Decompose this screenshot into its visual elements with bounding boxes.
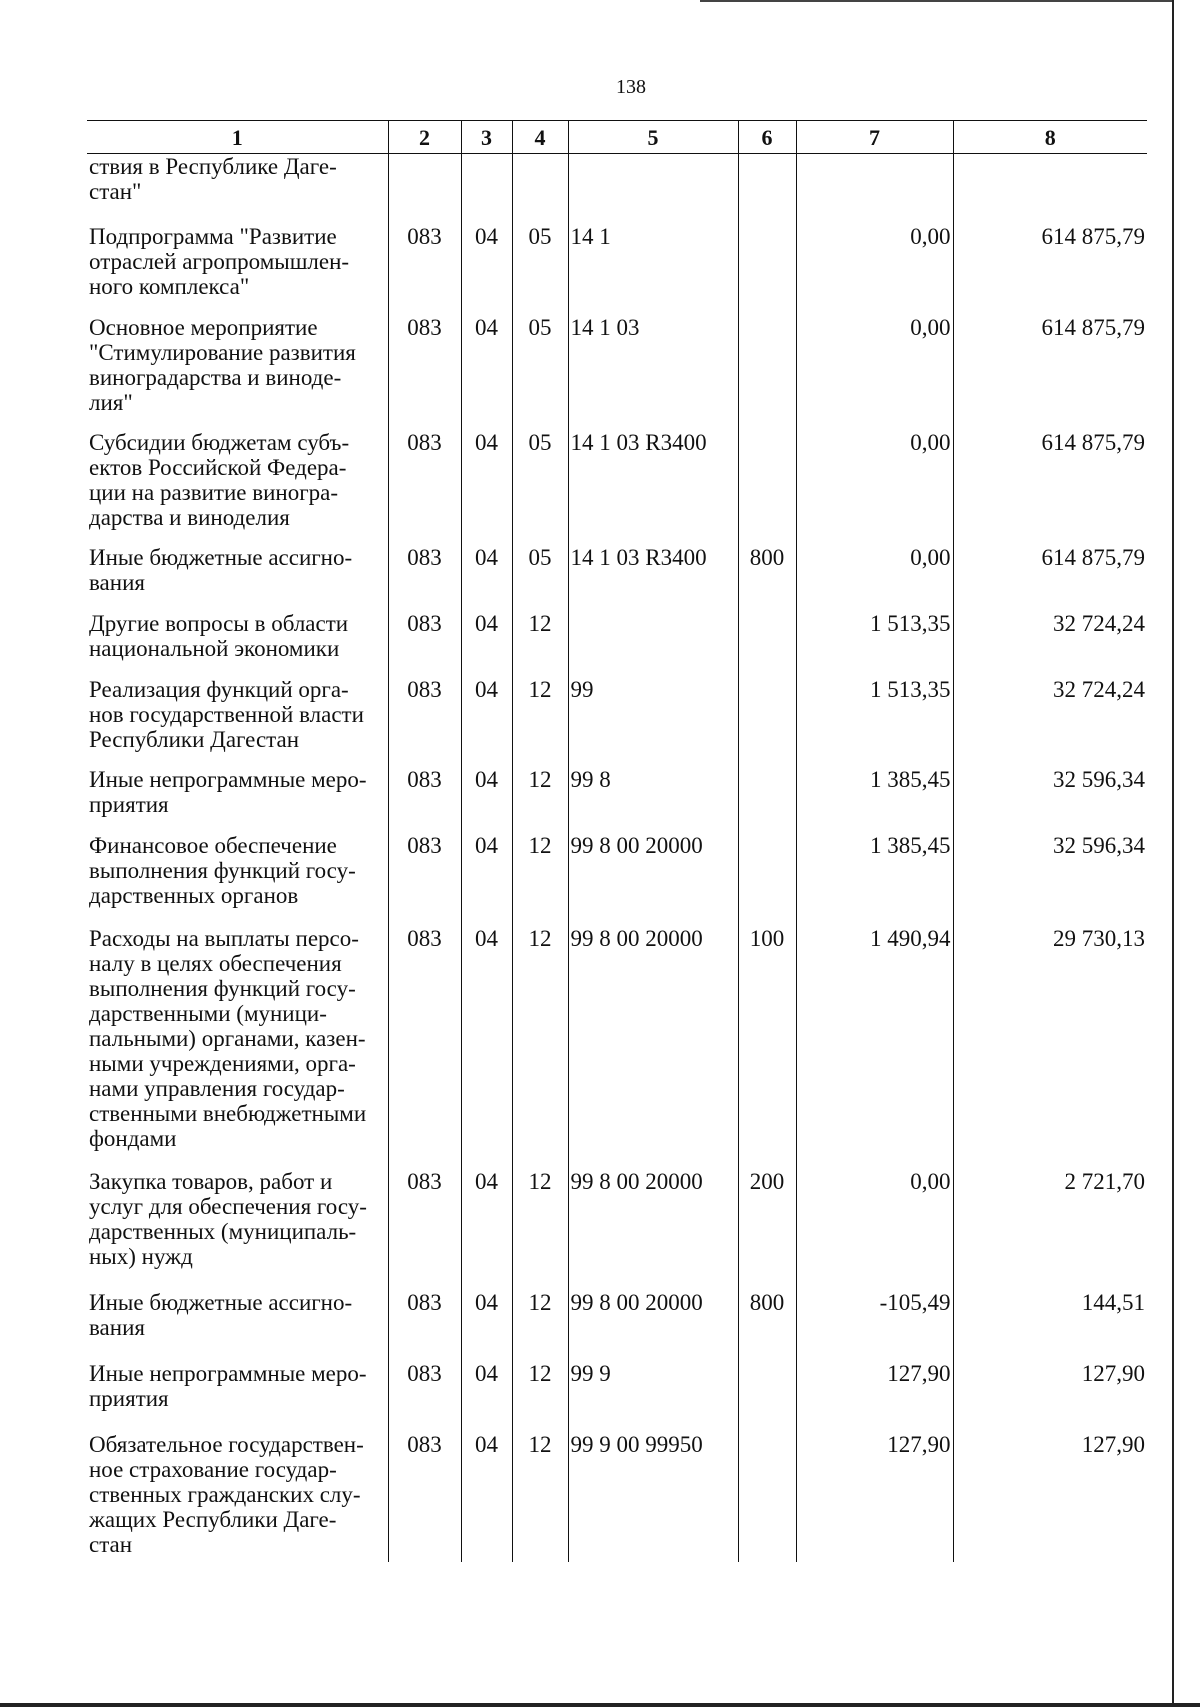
row-name-cell: Закупка товаров, работ и услуг для обеспечения госу- дарственных (муниципаль- ных) нужд — [89, 1168, 367, 1269]
row-amount-change-cell: -105,49 — [796, 1290, 953, 1361]
row-chapter-cell: 083 — [388, 1432, 461, 1562]
row-amount-total-cell: 32 596,34 — [953, 833, 1147, 926]
table-row — [87, 430, 1147, 545]
row-expense-type-cell: 200 — [738, 1169, 796, 1290]
row-chapter-cell — [388, 154, 461, 224]
row-chapter-cell: 083 — [388, 545, 461, 611]
row-amount-total-cell: 2 721,70 — [953, 1169, 1147, 1290]
row-target-article-cell: 99 8 00 20000 — [568, 926, 738, 1169]
table-row — [87, 767, 1147, 833]
row-amount-total-cell: 32 596,34 — [953, 767, 1147, 833]
row-name-cell: Обязательное государствен- ное страхование государ- ственных гражданских слу- жащих Республики Даге- стан — [89, 1431, 364, 1557]
table-row — [87, 677, 1147, 767]
table-row — [87, 315, 1147, 430]
row-chapter-cell: 083 — [388, 767, 461, 833]
row-section-cell: 04 — [461, 545, 512, 611]
row-amount-change-cell: 1 490,94 — [796, 926, 953, 1169]
header-col-8: 8 — [953, 121, 1147, 154]
row-amount-total-cell: 127,90 — [953, 1361, 1147, 1432]
row-target-article-cell — [568, 154, 738, 224]
row-amount-change-cell: 1 513,35 — [796, 677, 953, 767]
row-section-cell: 04 — [461, 833, 512, 926]
row-chapter-cell: 083 — [388, 1361, 461, 1432]
row-section-cell: 04 — [461, 611, 512, 677]
row-target-article-cell: 99 — [568, 677, 738, 767]
row-amount-total-cell: 32 724,24 — [953, 677, 1147, 767]
row-subsection-cell — [512, 154, 568, 224]
row-name-cell: Финансовое обеспечение выполнения функций госу- дарственных органов — [89, 832, 356, 908]
row-amount-total-cell: 614 875,79 — [953, 315, 1147, 430]
row-expense-type-cell — [738, 1432, 796, 1562]
scan-bottom-edge — [0, 1703, 1200, 1707]
row-subsection-cell: 12 — [512, 833, 568, 926]
row-amount-total-cell: 614 875,79 — [953, 430, 1147, 545]
row-section-cell: 04 — [461, 926, 512, 1169]
table-row — [87, 611, 1147, 677]
row-expense-type-cell — [738, 611, 796, 677]
row-amount-change-cell: 0,00 — [796, 224, 953, 315]
row-expense-type-cell — [738, 1361, 796, 1432]
row-amount-total-cell — [953, 154, 1147, 224]
row-chapter-cell: 083 — [388, 833, 461, 926]
row-expense-type-cell — [738, 224, 796, 315]
row-section-cell: 04 — [461, 1290, 512, 1361]
row-name-cell: Расходы на выплаты персо- налу в целях обеспечения выполнения функций госу- дарственными (муници- пальными) органами, казен- ными учреждениями, орга- нами управления государ- ственными внебюджетными фондами — [89, 925, 367, 1151]
row-name-cell: Реализация функций орга- нов государственной власти Республики Дагестан — [89, 676, 364, 752]
row-amount-total-cell: 29 730,13 — [953, 926, 1147, 1169]
row-chapter-cell: 083 — [388, 1290, 461, 1361]
row-expense-type-cell — [738, 315, 796, 430]
row-amount-change-cell: 1 385,45 — [796, 833, 953, 926]
header-col-7: 7 — [796, 121, 953, 154]
budget-table — [87, 120, 1147, 1562]
table-row — [87, 1432, 1147, 1562]
row-chapter-cell: 083 — [388, 430, 461, 545]
row-chapter-cell: 083 — [388, 677, 461, 767]
header-col-4: 4 — [512, 121, 568, 154]
row-section-cell: 04 — [461, 224, 512, 315]
row-name-cell: Иные непрограммные меро- приятия — [89, 766, 367, 817]
row-chapter-cell: 083 — [388, 926, 461, 1169]
row-target-article-cell: 14 1 03 R3400 — [568, 545, 738, 611]
row-subsection-cell: 12 — [512, 611, 568, 677]
row-amount-change-cell: 0,00 — [796, 315, 953, 430]
row-section-cell: 04 — [461, 430, 512, 545]
row-chapter-cell: 083 — [388, 611, 461, 677]
row-subsection-cell: 05 — [512, 224, 568, 315]
row-expense-type-cell: 800 — [738, 1290, 796, 1361]
row-target-article-cell: 99 8 — [568, 767, 738, 833]
row-chapter-cell: 083 — [388, 224, 461, 315]
row-name-cell: Иные бюджетные ассигно- вания — [89, 544, 353, 595]
row-amount-total-cell: 144,51 — [953, 1290, 1147, 1361]
row-section-cell: 04 — [461, 677, 512, 767]
row-subsection-cell: 12 — [512, 926, 568, 1169]
row-subsection-cell: 12 — [512, 677, 568, 767]
row-subsection-cell: 05 — [512, 315, 568, 430]
header-col-3: 3 — [461, 121, 512, 154]
table-row — [87, 1290, 1147, 1361]
row-target-article-cell: 99 8 00 20000 — [568, 1169, 738, 1290]
row-expense-type-cell — [738, 677, 796, 767]
row-name-cell: Подпрограмма "Развитие отраслей агропромышлен- ного комплекса" — [89, 223, 350, 299]
row-target-article-cell: 14 1 03 — [568, 315, 738, 430]
row-target-article-cell: 99 9 00 99950 — [568, 1432, 738, 1562]
row-amount-total-cell: 614 875,79 — [953, 224, 1147, 315]
row-subsection-cell: 05 — [512, 430, 568, 545]
header-col-2: 2 — [388, 121, 461, 154]
table-row — [87, 833, 1147, 926]
row-name-cell: Другие вопросы в области национальной экономики — [89, 610, 349, 661]
row-name-cell: Иные непрограммные меро- приятия — [89, 1360, 367, 1411]
row-section-cell: 04 — [461, 315, 512, 430]
row-amount-change-cell: 1 385,45 — [796, 767, 953, 833]
header-col-1: 1 — [87, 121, 388, 154]
row-target-article-cell: 99 8 00 20000 — [568, 1290, 738, 1361]
row-target-article-cell: 14 1 03 R3400 — [568, 430, 738, 545]
row-subsection-cell: 12 — [512, 1432, 568, 1562]
page-number: 138 — [616, 76, 646, 98]
row-section-cell: 04 — [461, 1169, 512, 1290]
row-chapter-cell: 083 — [388, 315, 461, 430]
row-subsection-cell: 12 — [512, 767, 568, 833]
row-target-article-cell: 14 1 — [568, 224, 738, 315]
row-section-cell: 04 — [461, 1361, 512, 1432]
table-row — [87, 224, 1147, 315]
table-row — [87, 1361, 1147, 1432]
table-body — [87, 154, 1147, 1562]
row-amount-change-cell: 127,90 — [796, 1432, 953, 1562]
table-row — [87, 926, 1147, 1169]
row-amount-change-cell: 0,00 — [796, 430, 953, 545]
row-name-cell: Субсидии бюджетам субъ- ектов Российской Федера- ции на развитие виногра- дарства и виноделия — [89, 429, 350, 530]
row-name-cell: Основное мероприятие "Стимулирование развития виноградарства и виноде- лия" — [89, 314, 356, 415]
row-amount-change-cell: 127,90 — [796, 1361, 953, 1432]
row-section-cell: 04 — [461, 1432, 512, 1562]
row-subsection-cell: 12 — [512, 1169, 568, 1290]
budget-table-container — [87, 120, 1147, 1562]
row-amount-change-cell: 1 513,35 — [796, 611, 953, 677]
row-subsection-cell: 12 — [512, 1361, 568, 1432]
header-col-6: 6 — [738, 121, 796, 154]
row-chapter-cell: 083 — [388, 1169, 461, 1290]
row-expense-type-cell: 100 — [738, 926, 796, 1169]
row-amount-change-cell: 0,00 — [796, 545, 953, 611]
row-expense-type-cell — [738, 833, 796, 926]
row-name-cell: ствия в Республике Даге- стан" — [89, 154, 337, 204]
row-name-cell: Иные бюджетные ассигно- вания — [89, 1289, 353, 1340]
row-subsection-cell: 12 — [512, 1290, 568, 1361]
row-amount-total-cell: 127,90 — [953, 1432, 1147, 1562]
row-target-article-cell: 99 8 00 20000 — [568, 833, 738, 926]
table-row — [87, 545, 1147, 611]
row-amount-total-cell: 614 875,79 — [953, 545, 1147, 611]
row-section-cell — [461, 154, 512, 224]
row-target-article-cell: 99 9 — [568, 1361, 738, 1432]
scan-top-edge — [700, 0, 1172, 2]
table-header-row — [87, 121, 1147, 154]
row-subsection-cell: 05 — [512, 545, 568, 611]
row-section-cell: 04 — [461, 767, 512, 833]
table-row — [87, 1169, 1147, 1290]
table-row — [87, 154, 1147, 224]
row-target-article-cell — [568, 611, 738, 677]
row-expense-type-cell: 800 — [738, 545, 796, 611]
row-amount-total-cell: 32 724,24 — [953, 611, 1147, 677]
row-expense-type-cell — [738, 430, 796, 545]
header-col-5: 5 — [568, 121, 738, 154]
row-expense-type-cell — [738, 154, 796, 224]
row-expense-type-cell — [738, 767, 796, 833]
row-amount-change-cell — [796, 154, 953, 224]
scan-right-edge — [1172, 0, 1174, 1707]
row-amount-change-cell: 0,00 — [796, 1169, 953, 1290]
